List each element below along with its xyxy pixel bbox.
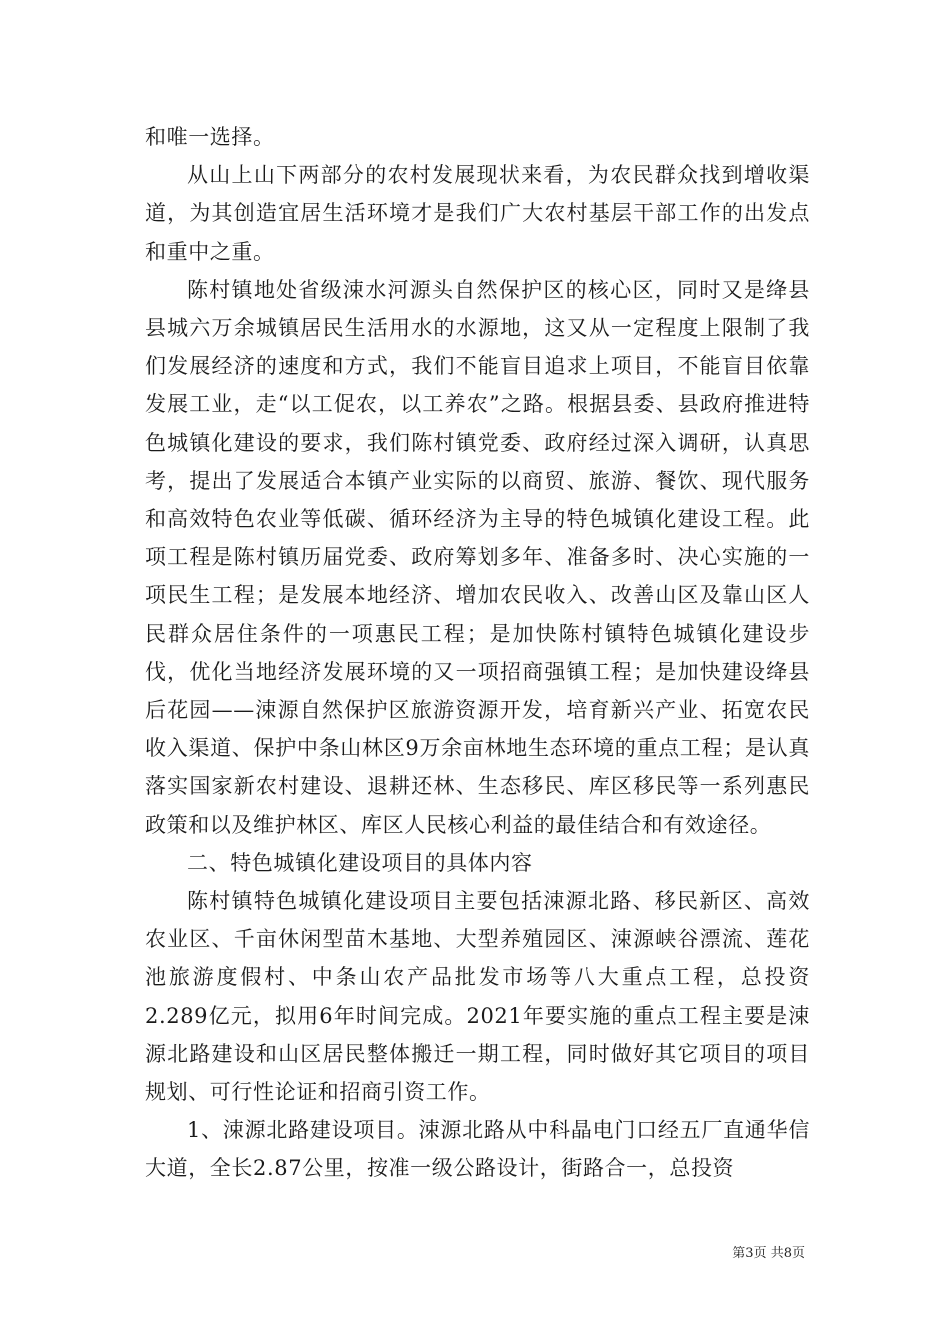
paragraph-2: 从山上山下两部分的农村发展现状来看，为农民群众找到增收渠道，为其创造宜居生活环境才是我们广大农村基层干部工作的出发点和重中之重。 [145, 163, 810, 264]
paragraph-6: 1、涑源北路建设项目。涑源北路从中科晶电门口经五厂直通华信大道，全长2.87公里，按准一级公路设计，街路合一，总投资 [145, 1118, 810, 1181]
footer-page-number: 3 [745, 1246, 754, 1261]
footer-total-pages: 8 [783, 1246, 792, 1261]
footer-suffix: 页 [791, 1246, 805, 1261]
paragraph-5: 陈村镇特色城镇化建设项目主要包括涑源北路、移民新区、高效农业区、千亩休闲型苗木基地、大型养殖园区、涑源峡谷漂流、莲花池旅游度假村、中条山农产品批发市场等八大重点工程，总投资2.289亿元，拟用6年时间完成。2021年要实施的重点工程主要是涑源北路建设和山区居民整体搬迁一期工程，同时做好其它项目的项目规划、可行性论证和招商引资工作。 [145, 889, 810, 1105]
footer-middle: 页 共 [753, 1246, 784, 1261]
section-heading: 二、特色城镇化建设项目的具体内容 [187, 850, 533, 875]
body-text [145, 118, 810, 1188]
footer-prefix: 第 [732, 1246, 746, 1261]
page-footer [732, 1246, 805, 1262]
paragraph-3: 陈村镇地处省级涑水河源头自然保护区的核心区，同时又是绛县县城六万余城镇居民生活用水的水源地，这又从一定程度上限制了我们发展经济的速度和方式，我们不能盲目追求上项目，不能盲目依靠发展工业，走“以工促农，以工养农”之路。根据县委、县政府推进特色城镇化建设的要求，我们陈村镇党委、政府经过深入调研，认真思考，提出了发展适合本镇产业实际的以商贸、旅游、餐饮、现代服务和高效特色农业等低碳、循环经济为主导的特色城镇化建设工程。此项工程是陈村镇历届党委、政府筹划多年、准备多时、决心实施的一项民生工程；是发展本地经济、增加农民收入、改善山区及靠山区人民群众居住条件的一项惠民工程；是加快陈村镇特色城镇化建设步伐，优化当地经济发展环境的又一项招商强镇工程；是加快建设绛县后花园——涑源自然保护区旅游资源开发，培育新兴产业、拓宽农民收入渠道、保护中条山林区9万余亩林地生态环境的重点工程；是认真落实国家新农村建设、退耕还林、生态移民、库区移民等一系列惠民政策和以及维护林区、库区人民核心利益的最佳结合和有效途径。 [145, 277, 810, 837]
paragraph-1: 和唯一选择。 [145, 125, 275, 149]
